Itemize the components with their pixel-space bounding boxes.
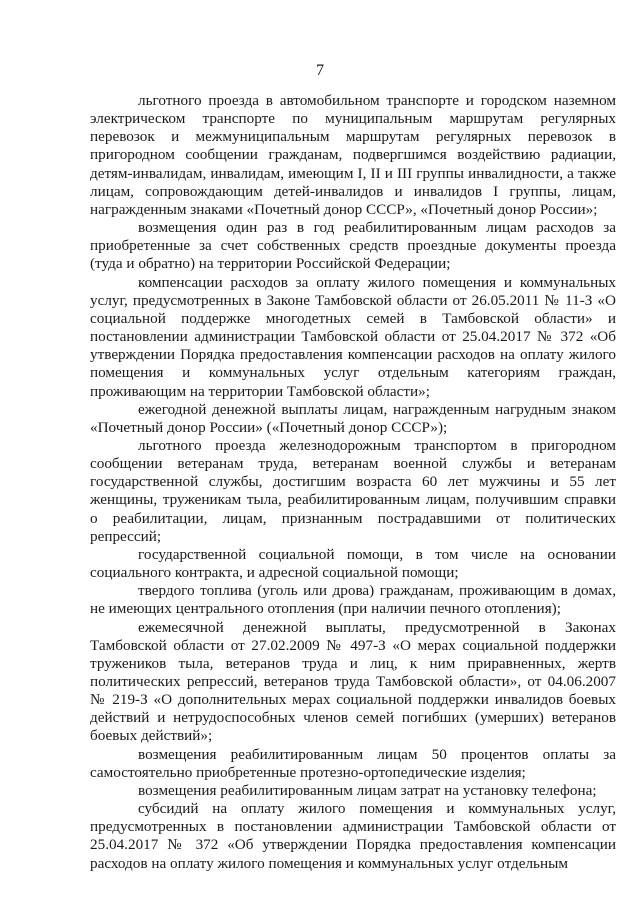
paragraph: возмещения реабилитированным лицам 50 процентов оплаты за самостоятельно приобретенные протезно-ортопедические изделия; bbox=[90, 745, 616, 781]
paragraph: субсидий на оплату жилого помещения и коммунальных услуг, предусмотренных в постановлении администрации Тамбовской области от 25.04.2017 № 372 «Об утверждении Порядка предоставления компенсации расходов на оплату жилого помещения и коммунальных услуг отдельным bbox=[90, 800, 616, 872]
body-text bbox=[90, 92, 616, 873]
paragraph: возмещения один раз в год реабилитированным лицам расходов за приобретенные за счет собственных средств проездные документы проезда (туда и обратно) на территории Российской Федерации; bbox=[90, 219, 616, 273]
paragraph: компенсации расходов за оплату жилого помещения и коммунальных услуг, предусмотренных в Законе Тамбовской области от 26.05.2011 № 11-З «О социальной поддержке многодетных семей в Тамбовской области» и постановлении администрации Тамбовской области от 25.04.2017 № 372 «Об утверждении Порядка предоставления компенсации расходов на оплату жилого помещения и коммунальных услуг отдельным категориям граждан, проживающим на территории Тамбовской области»; bbox=[90, 273, 616, 400]
paragraph: возмещения реабилитированным лицам затрат на установку телефона; bbox=[138, 781, 597, 799]
paragraph: ежемесячной денежной выплаты, предусмотренной в Законах Тамбовской области от 27.02.2009 № 497-З «О мерах социальной поддержки тружеников тыла, ветеранов труда и лиц, к ним приравненных, жертв политических репрессий, ветеранов труда Тамбовской области», от 04.06.2007 № 219-З «О дополнительных мерах социальной поддержки инвалидов боевых действий и нетрудоспособных членов семей погибших (умерших) ветеранов боевых действий»; bbox=[90, 618, 616, 745]
paragraph: льготного проезда железнодорожным транспортом в пригородном сообщении ветеранам труда, ветеранам военной службы и ветеранам государственной службы, достигшим возраста 60 лет мужчины и 55 лет женщины, труженикам тыла, реабилитированным лицам, получившим справки о реабилитации, лицам, признанным пострадавшими от политических репрессий; bbox=[90, 436, 616, 545]
paragraph: ежегодной денежной выплаты лицам, награжденным нагрудным знаком «Почетный донор России» («Почетный донор СССР»); bbox=[90, 400, 616, 436]
paragraph: государственной социальной помощи, в том числе на основании социального контракта, и адресной социальной помощи; bbox=[90, 545, 616, 582]
paragraph: твердого топлива (уголь или дрова) гражданам, проживающим в домах, не имеющих центрального отопления (при наличии печного отопления); bbox=[90, 582, 616, 618]
paragraph: льготного проезда в автомобильном транспорте и городском наземном электрическом транспорте по муниципальным маршрутам регулярных перевозок и межмуниципальным маршрутам регулярных перевозок в пригородном сообщении гражданам, подвергшимся воздействию радиации, детям-инвалидам, инвалидам, имеющим I, II и III группы инвалидности, а также лицам, сопровождающим детей-инвалидов и инвалидов I группы, лицам, награжденным знаками «Почетный донор СССР», «Почетный донор России»; bbox=[90, 92, 616, 218]
page-number: 7 bbox=[316, 62, 324, 79]
